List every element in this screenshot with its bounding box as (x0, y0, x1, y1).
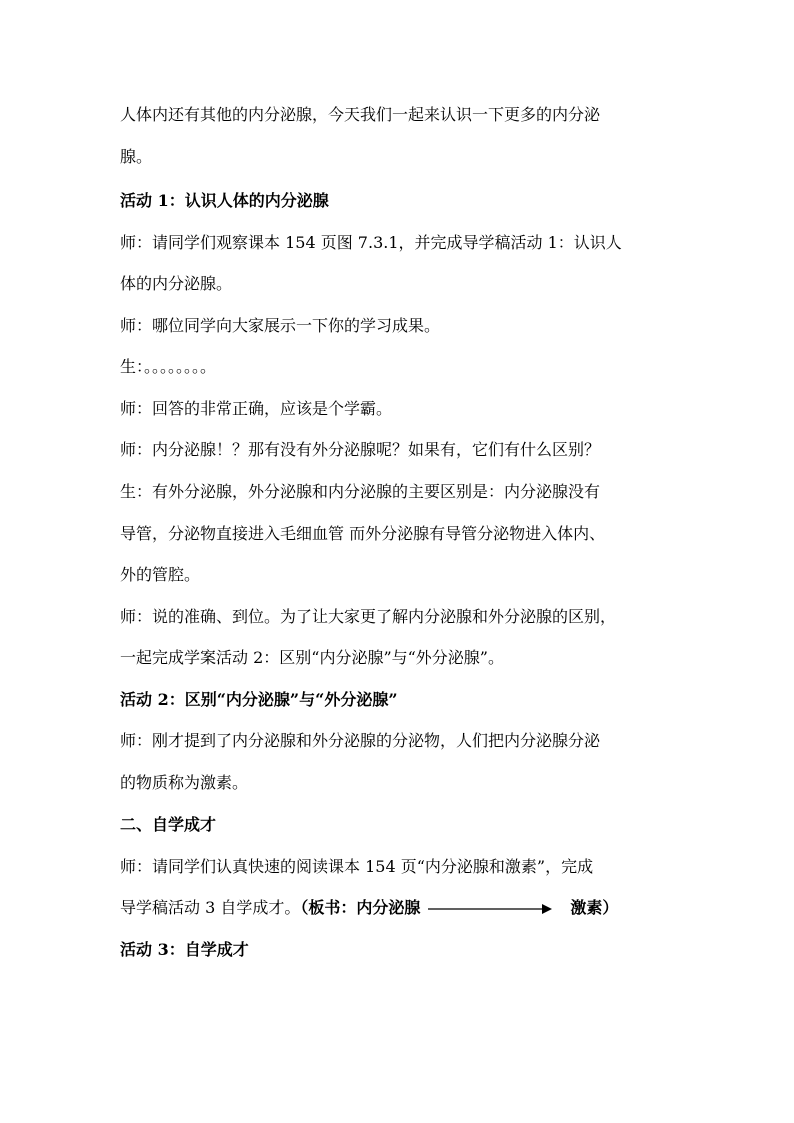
board-note-end: 激素） (570, 898, 619, 917)
paragraph-line: 师：请同学们观察课本 154 页图 7.3.1，并完成导学稿活动 1：认识人 (120, 233, 622, 252)
board-note-start: （板书：内分泌腺 (300, 898, 421, 917)
paragraph-line: 一起完成学案活动 2：区别“内分泌腺”与“外分泌腺”。 (120, 648, 504, 667)
paragraph-text: 导学稿活动 3 自学成才。 (120, 898, 301, 917)
right-arrow-icon (426, 898, 554, 920)
activity-heading: 活动 3：自学成才 (120, 940, 249, 959)
paragraph-line: 人体内还有其他的内分泌腺，今天我们一起来认识一下更多的内分泌 (120, 105, 601, 124)
paragraph-line: 师：回答的非常正确，应该是个学霸。 (120, 399, 393, 418)
paragraph-line: 腺。 (120, 147, 153, 166)
paragraph-line: 师：内分泌腺！？那有没有外分泌腺呢？如果有，它们有什么区别？ (120, 440, 601, 459)
paragraph-line: 师：刚才提到了内分泌腺和外分泌腺的分泌物，人们把内分泌腺分泌 (120, 731, 601, 750)
section-heading: 二、自学成才 (120, 815, 217, 834)
paragraph-line: 师：请同学们认真快速的阅读课本 154 页“内分泌腺和激素”，完成 (120, 857, 594, 876)
paragraph-line: 外的管腔。 (120, 565, 201, 584)
paragraph-line: 师：说的准确、到位。为了让大家更了解内分泌腺和外分泌腺的区别， (120, 607, 617, 626)
activity-heading: 活动 1：认识人体的内分泌腺 (120, 191, 329, 210)
paragraph-line: 体的内分泌腺。 (120, 274, 233, 293)
paragraph-line: 的物质称为激素。 (120, 773, 249, 792)
paragraph-line: 生：。。。。。。。。 (120, 357, 217, 376)
activity-heading: 活动 2：区别“内分泌腺”与“外分泌腺” (120, 690, 398, 709)
paragraph-line-with-board-note (120, 897, 690, 920)
paragraph-line: 导管，分泌物直接进入毛细血管 而外分泌腺有导管分泌物进入体内、 (120, 524, 606, 543)
paragraph-line: 生：有外分泌腺，外分泌腺和内分泌腺的主要区别是：内分泌腺没有 (120, 482, 601, 501)
paragraph-line: 师：哪位同学向大家展示一下你的学习成果。 (120, 316, 441, 335)
